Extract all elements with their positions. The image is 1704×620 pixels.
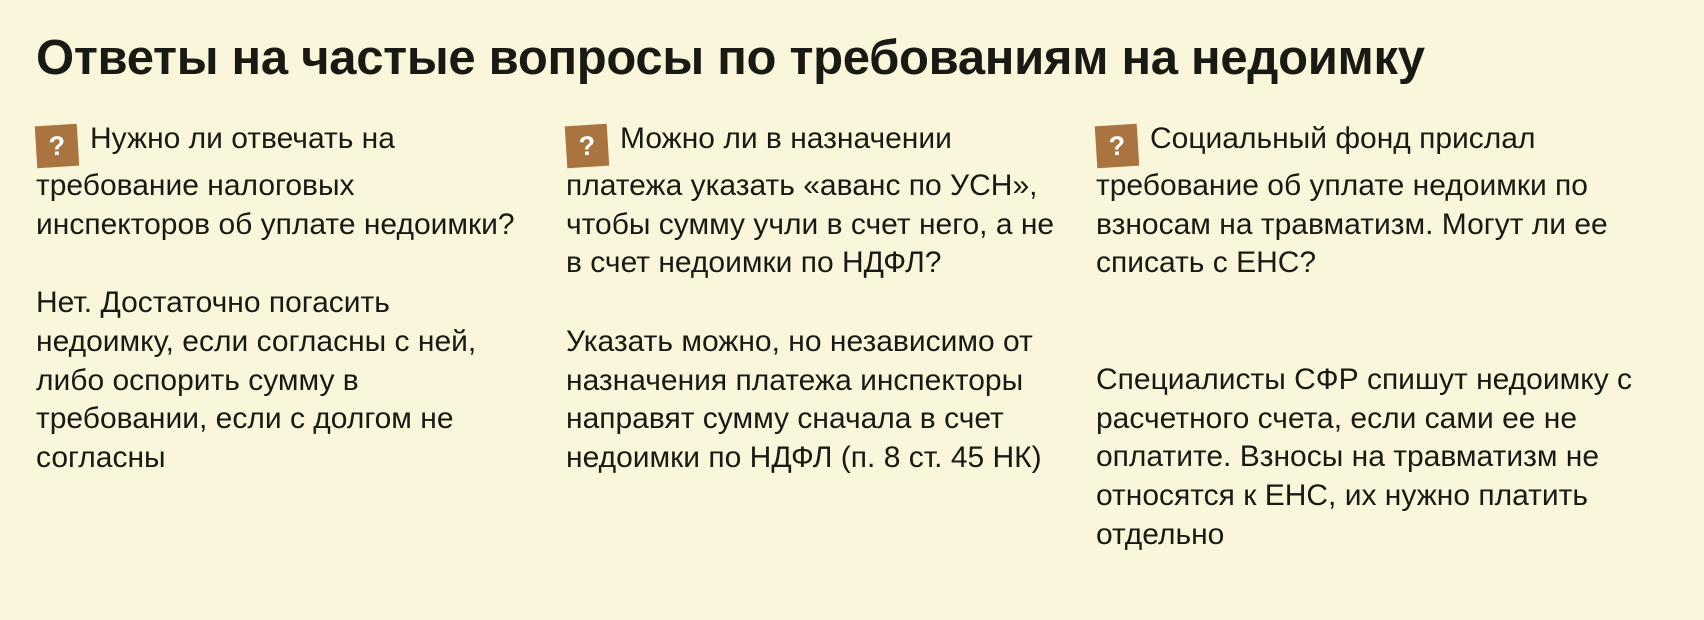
answer-text-3: Специалисты СФР спишут недоимку с расчетного счета, если сами ее не оплатите. Взносы на травматизм не относятся к ЕНС, их нужно платить отдельно [1096,362,1633,551]
qa-column-2 [566,120,1056,555]
question-text-3: Социальный фонд прислал требование об уплате недоимки по взносам на травматизм. Могут ли ее списать с ЕНС? [1096,121,1608,280]
question-block-1 [36,120,526,244]
answer-text-1: Нет. Достаточно погасить недоимку, если согласны с ней, либо оспорить сумму в требовании, если с долгом не согласны [36,286,477,475]
question-block-3 [1096,120,1656,283]
question-block-2 [566,120,1056,283]
qa-column-3 [1096,120,1656,555]
question-text-2: Можно ли в назначении платежа указать «аванс по УСН», чтобы сумму учли в счет него, а не в счет недоимки по НДФЛ? [566,121,1055,280]
question-mark-icon: ? [565,124,609,168]
qa-column-1 [36,120,526,555]
question-mark-icon: ? [1095,124,1139,168]
question-mark-icon: ? [35,124,79,168]
qa-columns [36,120,1668,555]
page-title: Ответы на частые вопросы по требованиям на недоимку [36,31,1425,85]
question-text-1: Нужно ли отвечать на требование налоговых инспекторов об уплате недоимки? [36,121,515,241]
answer-text-2: Указать можно, но независимо от назначения платежа инспекторы направят сумму сначала в счет недоимки по НДФЛ (п. 8 ст. 45 НК) [566,324,1042,475]
